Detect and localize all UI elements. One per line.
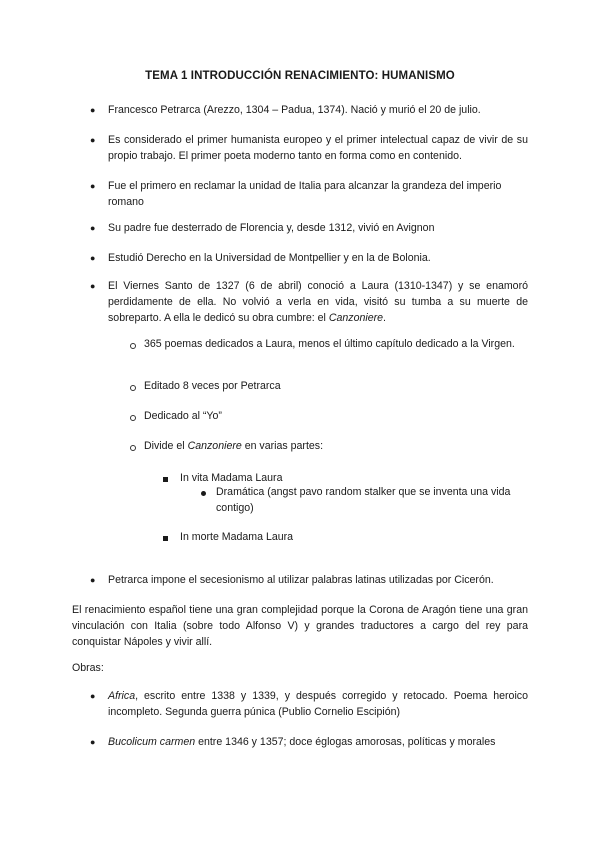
bullet-icon: ●	[90, 135, 96, 145]
list-item: Su padre fue desterrado de Florencia y, desde 1312, vivió en Avignon	[108, 222, 435, 234]
canzoniere-title: Canzoniere	[328, 312, 384, 324]
bullet-icon: ●	[90, 223, 96, 233]
bullet-icon: ●	[90, 281, 96, 291]
circle-bullet-icon	[130, 343, 136, 349]
bullet-icon: ●	[90, 737, 96, 747]
part-item-dramatica: Dramática (angst pavo random stalker que se inventa una vida contigo)	[216, 486, 511, 514]
obra-title: Bucolicum carmen	[108, 736, 196, 748]
divide-pre: Divide el	[144, 440, 188, 452]
square-bullet-icon	[163, 477, 168, 482]
sub-list-item: Editado 8 veces por Petrarca	[144, 380, 281, 392]
bullet-icon: ●	[90, 181, 96, 191]
part-item-in-morte: In morte Madama Laura	[180, 531, 294, 543]
square-bullet-icon	[163, 536, 168, 541]
obras-label: Obras:	[72, 662, 104, 674]
obra-item	[108, 734, 528, 750]
sub-list-item-divide	[144, 438, 528, 454]
list-item-laura	[108, 278, 528, 326]
sub-list-item: Dedicado al “Yo”	[144, 410, 222, 422]
list-item: Estudió Derecho en la Universidad de Montpellier y en la de Bolonia.	[108, 252, 431, 264]
laura-text: El Viernes Santo de 1327 (6 de abril) conoció a Laura (1310-1347) y se enamoró perdidamente de ella. No volvió a verla en vida, visitó su tumba a su muerte de sobreparto. A ella le dedicó su obra cumbre: el	[108, 280, 528, 324]
list-item: Es considerado el primer humanista europeo y el primer intelectual capaz de vivir de su propio trabajo. El primer poeta moderno tanto en forma como en contenido.	[108, 134, 528, 162]
circle-bullet-icon	[130, 415, 136, 421]
obra-text: , escrito entre 1338 y 1339, y después corregido y retocado. Poema heroico incompleto. Segunda guerra púnica (Publio Cornelio Escipión)	[108, 690, 528, 718]
bullet-icon: ●	[90, 105, 96, 115]
dot-bullet-icon	[201, 491, 206, 496]
sub-list-item: 365 poemas dedicados a Laura, menos el último capítulo dedicado a la Virgen.	[144, 338, 515, 350]
bullet-icon: ●	[90, 575, 96, 585]
obra-text: entre 1346 y 1357; doce églogas amorosas, políticas y morales	[195, 736, 496, 748]
paragraph: El renacimiento español tiene una gran complejidad porque la Corona de Aragón tiene una gran vinculación con Italia (sobre todo Alfonso V) y grandes traductores a cargo del rey para conquistar Nápoles y vivir allí.	[72, 604, 528, 648]
bullet-icon: ●	[90, 691, 96, 701]
list-item: Petrarca impone el secesionismo al utilizar palabras latinas utilizadas por Cicerón.	[108, 574, 494, 586]
part-item-in-vita: In vita Madama Laura	[180, 472, 283, 484]
page-title: TEMA 1 INTRODUCCIÓN RENACIMIENTO: HUMANISMO	[145, 70, 455, 82]
circle-bullet-icon	[130, 385, 136, 391]
laura-end: .	[383, 312, 386, 324]
list-item: Fue el primero en reclamar la unidad de Italia para alcanzar la grandeza del imperio romano	[108, 180, 502, 208]
circle-bullet-icon	[130, 445, 136, 451]
canzoniere-title: Canzoniere	[187, 440, 242, 452]
divide-post: en varias partes:	[241, 440, 324, 452]
bullet-icon: ●	[90, 253, 96, 263]
list-item: Francesco Petrarca (Arezzo, 1304 – Padua, 1374). Nació y murió el 20 de julio.	[108, 104, 481, 116]
obra-item	[108, 688, 528, 720]
obra-title: Africa	[108, 690, 136, 702]
